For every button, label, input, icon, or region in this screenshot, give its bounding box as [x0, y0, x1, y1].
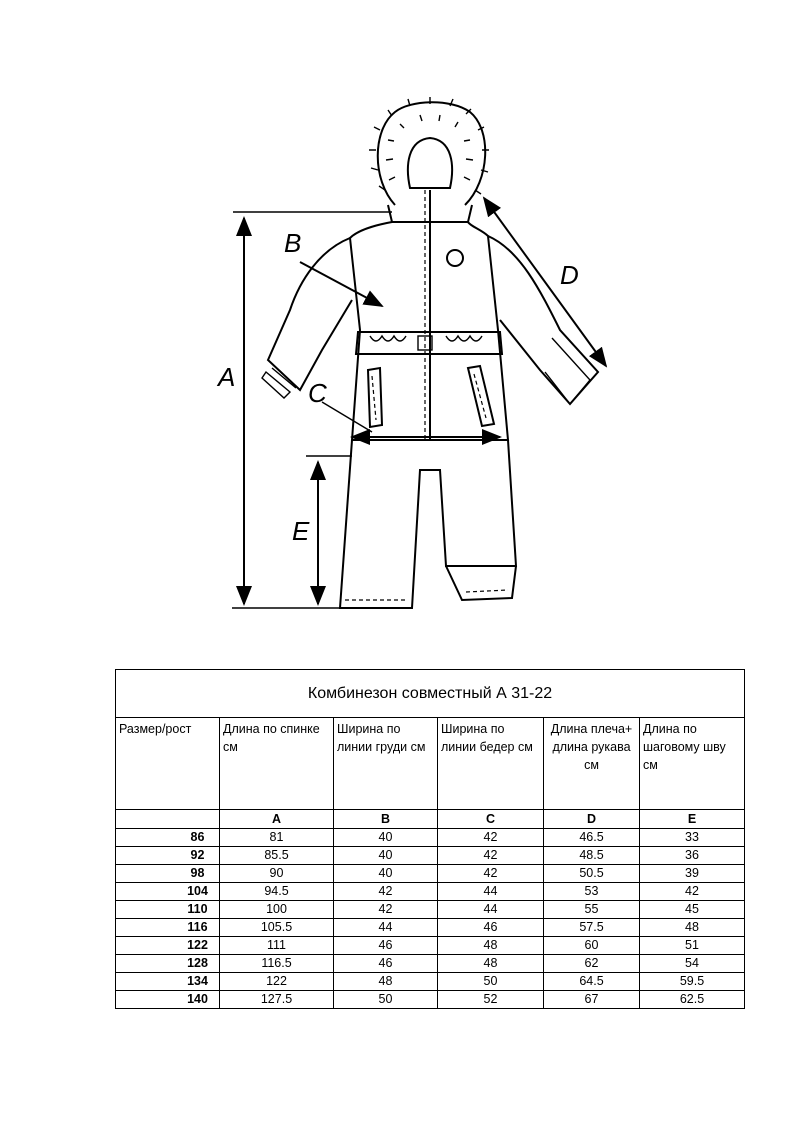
table-row [116, 991, 745, 1009]
table-row [116, 829, 745, 847]
label-d: D [560, 260, 579, 290]
pocket-right [468, 366, 494, 426]
size-cell [116, 901, 220, 919]
table-row [116, 847, 745, 865]
letter-cell: B [334, 810, 438, 829]
table-row [116, 901, 745, 919]
dimension-a [216, 212, 392, 608]
size-cell [116, 829, 220, 847]
measure-cell: 52 [438, 991, 544, 1009]
label-c: C [308, 378, 327, 408]
leg-cuff [446, 566, 516, 600]
measure-cell: 42 [438, 865, 544, 883]
measure-cell: 50 [334, 991, 438, 1009]
measure-cell: 64.5 [544, 973, 640, 991]
size-label: 104 [187, 884, 208, 898]
table-row [116, 955, 745, 973]
measure-cell: 40 [334, 865, 438, 883]
measure-cell: 116.5 [220, 955, 334, 973]
letter-cell: A [220, 810, 334, 829]
measure-cell: 62.5 [640, 991, 745, 1009]
size-cell [116, 991, 220, 1009]
measure-cell: 40 [334, 847, 438, 865]
dimension-c [308, 378, 500, 437]
measure-cell: 59.5 [640, 973, 745, 991]
measure-cell: 48 [640, 919, 745, 937]
size-cell [116, 883, 220, 901]
header-sleeve-length: Длина плеча+ длина рукава см [544, 718, 640, 810]
measure-cell: 46 [334, 937, 438, 955]
size-label: 134 [187, 974, 208, 988]
measure-cell: 48 [334, 973, 438, 991]
measure-cell: 50 [438, 973, 544, 991]
size-label: 140 [187, 992, 208, 1006]
table-row [116, 937, 745, 955]
measure-cell: 44 [334, 919, 438, 937]
size-label: 116 [187, 920, 208, 934]
size-label: 122 [187, 938, 208, 952]
size-label: 110 [187, 902, 208, 916]
measure-cell: 48.5 [544, 847, 640, 865]
measure-cell: 44 [438, 901, 544, 919]
measure-cell: 46 [334, 955, 438, 973]
measure-cell: 45 [640, 901, 745, 919]
measure-cell: 36 [640, 847, 745, 865]
table-row [116, 865, 745, 883]
size-cell [116, 865, 220, 883]
measure-cell: 57.5 [544, 919, 640, 937]
measure-cell: 94.5 [220, 883, 334, 901]
table-title: Комбинезон совместный А 31-22 [116, 670, 745, 718]
measure-cell: 81 [220, 829, 334, 847]
size-label: 98 [190, 866, 205, 880]
table-row [116, 919, 745, 937]
size-label: 86 [190, 830, 205, 844]
measure-cell: 60 [544, 937, 640, 955]
measure-cell: 122 [220, 973, 334, 991]
dimension-d [484, 198, 606, 366]
measure-cell: 100 [220, 901, 334, 919]
measure-cell: 42 [334, 883, 438, 901]
size-cell [116, 937, 220, 955]
size-cell [116, 847, 220, 865]
dimension-e [292, 456, 352, 604]
pocket-left [368, 368, 382, 427]
measure-cell: 46.5 [544, 829, 640, 847]
measure-cell: 85.5 [220, 847, 334, 865]
letter-cell [116, 810, 220, 829]
measure-cell: 46 [438, 919, 544, 937]
measure-cell: 105.5 [220, 919, 334, 937]
size-cell [116, 973, 220, 991]
legs-outline [340, 440, 516, 608]
measure-cell: 62 [544, 955, 640, 973]
dimension-b [284, 228, 382, 306]
label-a: A [218, 362, 236, 392]
size-cell [116, 955, 220, 973]
header-inseam-length: Длина по шаговому шву см [640, 718, 745, 810]
letter-cell: D [544, 810, 640, 829]
measure-cell: 90 [220, 865, 334, 883]
measure-cell: 39 [640, 865, 745, 883]
header-row [116, 718, 745, 810]
size-label: 92 [190, 848, 205, 862]
label-e: E [292, 516, 310, 546]
measure-cell: 127.5 [220, 991, 334, 1009]
size-label: 128 [187, 956, 208, 970]
left-sleeve [268, 238, 352, 390]
measure-cell: 42 [334, 901, 438, 919]
label-b: B [284, 228, 302, 258]
table-row [116, 883, 745, 901]
measure-cell: 50.5 [544, 865, 640, 883]
measure-cell: 55 [544, 901, 640, 919]
header-hip-width: Ширина по линии бедер см [438, 718, 544, 810]
measure-cell: 67 [544, 991, 640, 1009]
right-sleeve [488, 236, 598, 404]
letter-cell: C [438, 810, 544, 829]
measure-cell: 54 [640, 955, 745, 973]
measure-cell: 51 [640, 937, 745, 955]
logo-circle [447, 250, 463, 266]
letter-row [116, 810, 745, 829]
measure-cell: 42 [438, 847, 544, 865]
header-back-length: Длина по спинке см [220, 718, 334, 810]
measure-cell: 53 [544, 883, 640, 901]
measure-cell: 42 [438, 829, 544, 847]
header-size: Размер/рост [116, 718, 220, 810]
size-cell [116, 919, 220, 937]
letter-cell: E [640, 810, 745, 829]
measure-cell: 111 [220, 937, 334, 955]
measure-cell: 33 [640, 829, 745, 847]
measure-cell: 40 [334, 829, 438, 847]
hood-fur [369, 97, 489, 205]
measure-cell: 44 [438, 883, 544, 901]
size-chart-table [115, 669, 745, 1009]
table-row [116, 973, 745, 991]
measure-cell: 48 [438, 955, 544, 973]
measure-cell: 48 [438, 937, 544, 955]
measure-cell: 42 [640, 883, 745, 901]
header-chest-width: Ширина по линии груди см [334, 718, 438, 810]
